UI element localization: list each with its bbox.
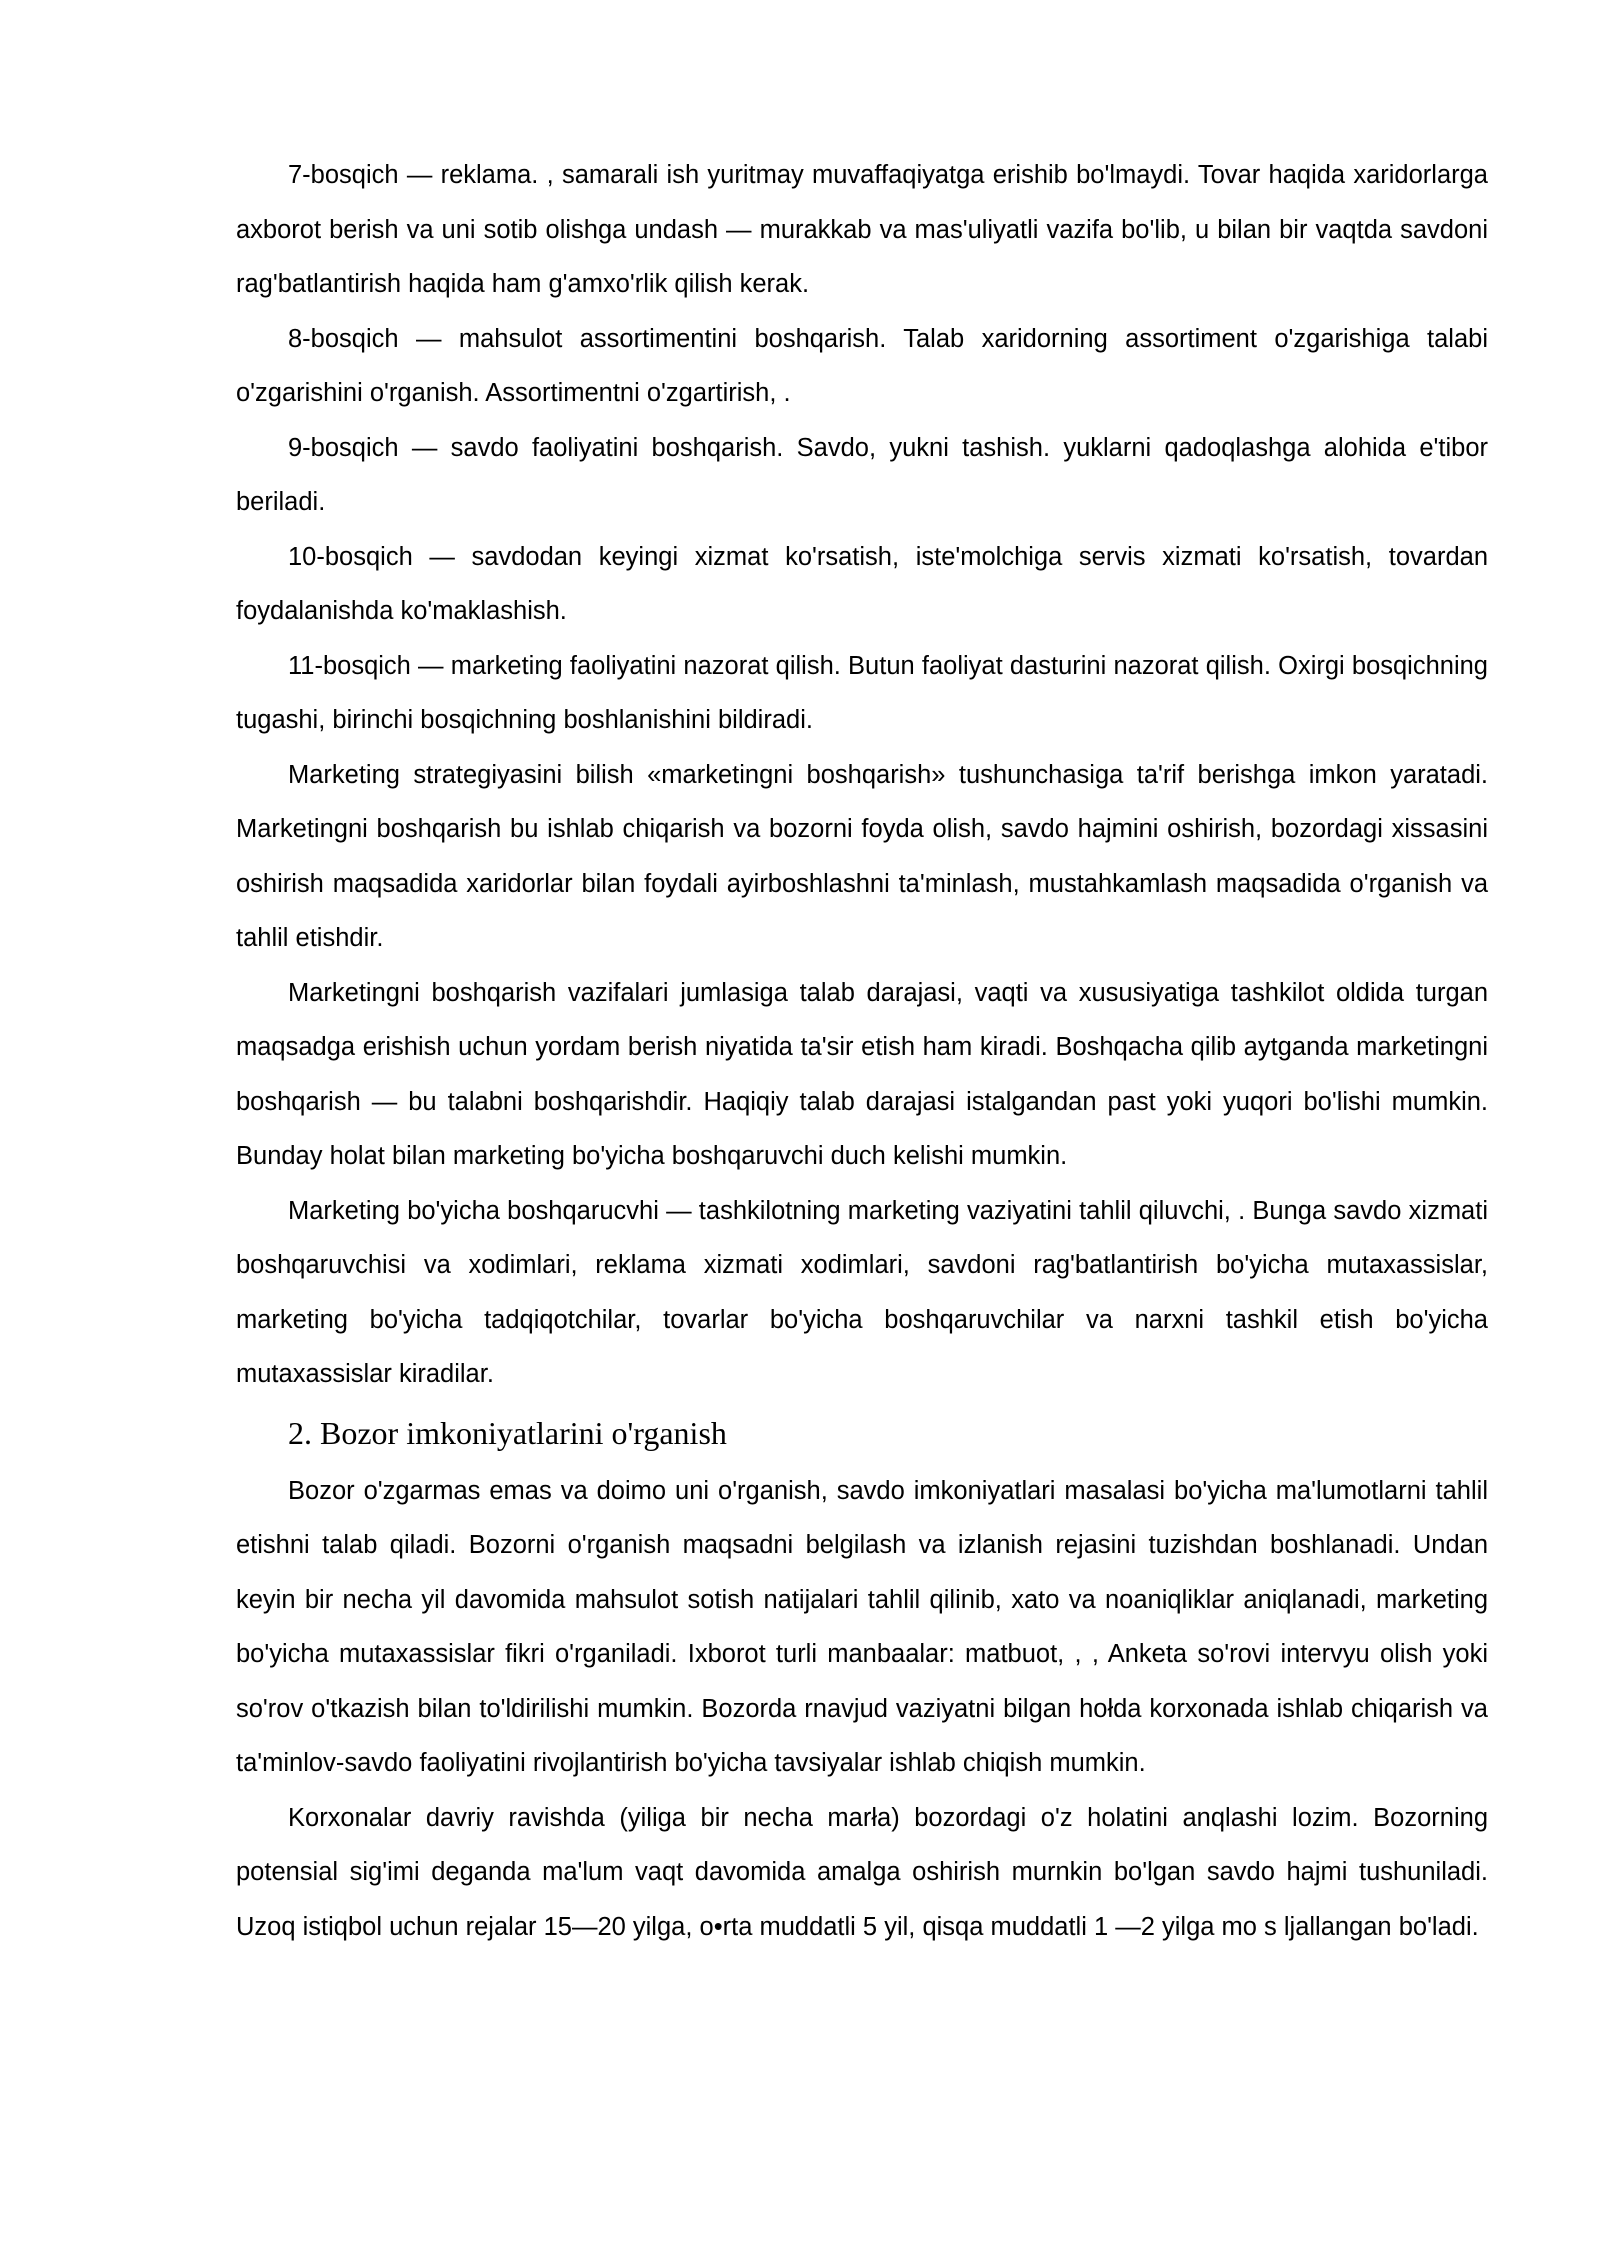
paragraph-step-11: 11-bosqich — marketing faoliyatini nazorat qilish. Butun faoliyat dasturini nazorat qilish. Oxirgi bosqichning tugashi, birinchi bosqichning boshlanishini bildiradi. xyxy=(236,651,1488,734)
paragraph-marketing-tasks: Marketingni boshqarish vazifalari jumlasiga talab darajasi, vaqti va xususiyatiga tashkilot oldida turgan maqsadga erishish uchun yordam berish niyatida ta'sir etish ham kiradi. Boshqacha qilib aytganda marketingni boshqarish — bu talabni boshqarishdir. Haqiqiy talab darajasi istalgandan past yoki yuqori bo'lishi mumkin. Bunday holat bilan marketing bo'yicha boshqaruvchi duch kelishi mumkin. xyxy=(236,978,1488,1170)
paragraph-step-7: 7-bosqich — reklama. , samarali ish yuritmay muvaffaqiyatga erishib bo'lmaydi. Tovar haqida xaridorlarga axborot berish va uni sotib olishga undash — murakkab va mas'uliyatli vazifa bo'lib, u bilan bir vaqtda savdoni rag'batlantirish haqida ham g'amxo'rlik qilish kerak. xyxy=(236,161,1488,298)
paragraph-market-capacity: Korxonalar davriy ravishda (yiliga bir necha marła) bozordagi o'z holatini anqlashi lozim. Bozorning potensial sig'imi deganda ma'lum vaqt davomida amalga oshirish murnkin bo'lgan savdo hajmi tushuniladi. Uzoq istiqbol uchun rejalar 15—20 yilga, o•rta muddatli 5 yil, qisqa muddatli 1 —2 yilga mo s ljallangan bo'ladi. xyxy=(236,1803,1488,1941)
section-heading: 2. Bozor imkoniyatlarini o'rganish xyxy=(288,1414,727,1451)
paragraph-step-10: 10-bosqich — savdodan keyingi xizmat ko'rsatish, iste'molchiga servis xizmati ko'rsatish, tovardan foydalanishda ko'maklashish. xyxy=(236,542,1488,625)
paragraph-step-8: 8-bosqich — mahsulot assortimentini boshqarish. Talab xaridorning assortiment o'zgarishiga talabi o'zgarishini o'rganish. Assortimentni o'zgartirish, . xyxy=(236,324,1488,407)
paragraph-marketing-strategy: Marketing strategiyasini bilish «marketingni boshqarish» tushunchasiga ta'rif berishga imkon yaratadi. Marketingni boshqarish bu ishlab chiqarish va bozorni foyda olish, savdo hajmini oshirish, bozordagi xissasini oshirish maqsadida xaridorlar bilan foydali ayirboshlashni ta'minlash, mustahkamlash maqsadida o'rganish va tahlil etishdir. xyxy=(236,760,1488,952)
paragraph-marketing-manager: Marketing bo'yicha boshqarucvhi — tashkilotning marketing vaziyatini tahlil qiluvchi, . Bunga savdo xizmati boshqaruvchisi va xodimlari, reklama xizmati xodimlari, savdoni rag'batlantirish bo'yicha mutaxassislar, marketing bo'yicha tadqiqotchilar, tovarlar bo'yicha boshqaruvchilar va narxni tashkil etish bo'yicha mutaxassislar kiradilar. xyxy=(236,1196,1488,1388)
paragraph-step-9: 9-bosqich — savdo faoliyatini boshqarish. Savdo, yukni tashish. yuklarni qadoqlashga alohida e'tibor beriladi. xyxy=(236,433,1488,516)
document-page xyxy=(236,148,1488,1954)
paragraph-market-research: Bozor o'zgarmas emas va doimo uni o'rganish, savdo imkoniyatlari masalasi bo'yicha ma'lumotlarni tahlil etishni talab qiladi. Bozorni o'rganish maqsadni belgilash va izlanish rejasini tuzishdan boshlanadi. Undan keyin bir necha yil davomida mahsulot sotish natijalari tahlil qilinib, xato va noaniqliklar aniqlanadi, marketing bo'yicha mutaxassislar fikri o'rganiladi. Ixborot turli manbaalar: matbuot, , , Anketa so'rovi intervyu olish yoki so'rov o'tkazish bilan to'ldirilishi mumkin. Bozorda rnavjud vaziyatni bilgan hołda korxonada ishlab chiqarish va ta'minlov-savdo faoliyatini rivojlantirish bo'yicha tavsiyalar ishlab chiqish mumkin. xyxy=(236,1476,1488,1777)
